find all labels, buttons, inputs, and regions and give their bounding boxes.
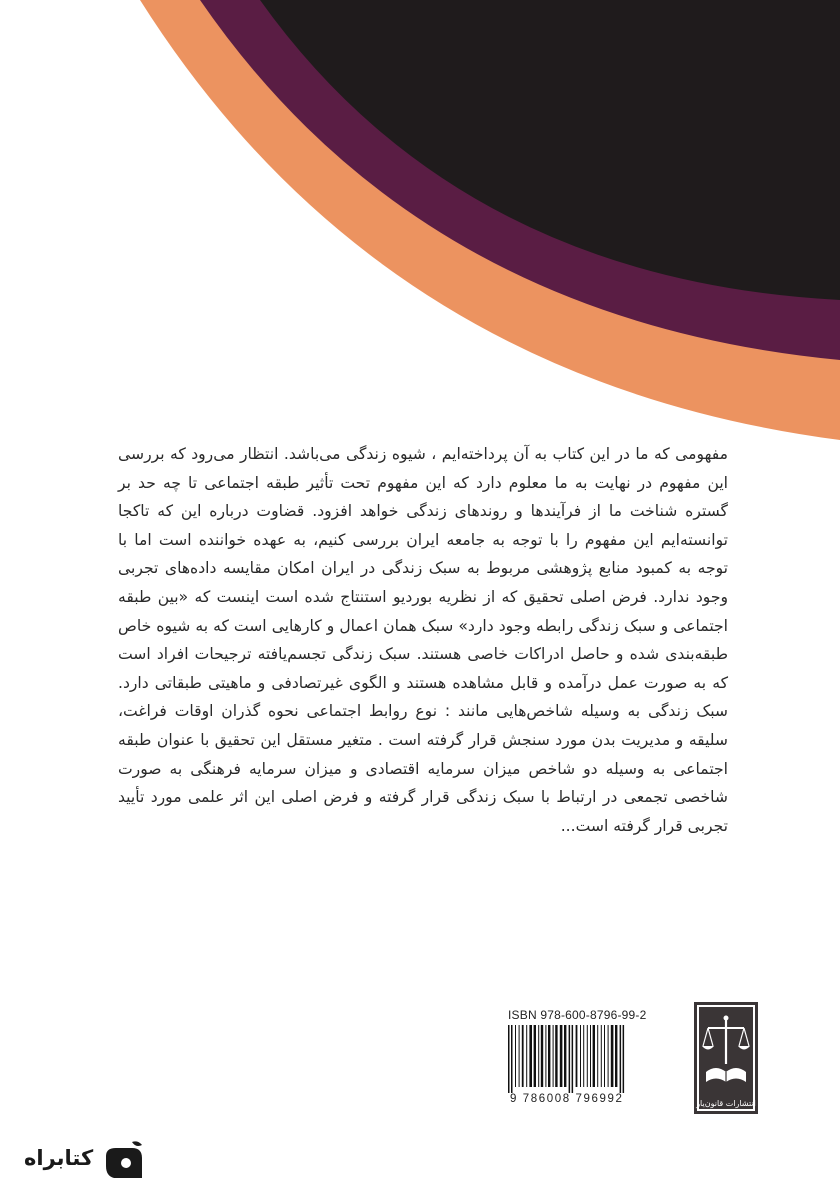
barcode-bar (623, 1025, 625, 1093)
barcode-bar (511, 1025, 513, 1093)
barcode-bar (604, 1025, 605, 1087)
barcode-bar (572, 1025, 574, 1093)
barcode-bar (583, 1025, 584, 1087)
barcode-bar (564, 1025, 566, 1087)
brand-name: کتابراه (24, 1146, 94, 1170)
barcode-bar (526, 1025, 527, 1087)
barcode-bar (601, 1025, 602, 1087)
barcode-block (502, 1005, 720, 1113)
isbn-label: ISBN 978-600-8796-99-2 (508, 1008, 647, 1022)
barcode-bar (508, 1025, 510, 1093)
barcode-bar (590, 1025, 591, 1087)
barcode-bar (560, 1025, 563, 1087)
barcode-bar (519, 1025, 520, 1087)
barcode-bar (555, 1025, 557, 1087)
scales-of-justice-icon (694, 1002, 758, 1114)
barcode-bar (615, 1025, 617, 1087)
barcode-bar (541, 1025, 543, 1087)
barcode (506, 1025, 696, 1093)
barcode-bar (545, 1025, 546, 1087)
barcode-bar (515, 1025, 516, 1087)
publisher-name: انتشارات قانون‌یار (696, 1099, 756, 1108)
barcode-bar (569, 1025, 571, 1093)
publisher-logo (694, 1002, 758, 1114)
barcode-bar (576, 1025, 578, 1087)
barcode-bar (548, 1025, 550, 1087)
back-cover-blurb (118, 440, 728, 840)
brand-watermark (24, 1138, 144, 1182)
isbn-digits: 9 786008 796992 (510, 1093, 624, 1105)
ketabrah-logo-icon (104, 1140, 146, 1180)
barcode-bar (534, 1025, 536, 1087)
barcode-bar (587, 1025, 588, 1087)
barcode-bar (597, 1025, 598, 1087)
barcode-bar (538, 1025, 539, 1087)
blurb-paragraph: مفهومی که ما در این کتاب به آن پرداخته‌ایم ، شیوه زندگی می‌باشد. انتظار می‌رود که بررسی این مفهوم در نهایت به ما معلوم دارد که این مفهوم تحت تأثیر طبقه اجتماعی تا چه حد بر گستره شناخت ما از فرآیندها و روندهای زندگی خواهد افزود. قضاوت درباره این که تاکجا توانسته‌ایم این مفهوم را با توجه به جامعه ایران بررسی کنیم، به عهده خواننده است اما با توجه به کمبود منابع پژوهشی مربوط به سبک زندگی در ایران امکان مقایسه داده‌های تجربی وجود ندارد. فرض اصلی تحقیق که از نظریه بوردیو استنتاج شده است اینست که «بین طبقه اجتماعی و سبک زندگی رابطه وجود دارد» سبک همان اعمال و کارهایی است که به شیوه خاص طبقه‌بندی شده و حاصل ادراکات خاصی هستند. سبک زندگی تجسم‌یافته ترجیحات افراد است که به صورت عمل درآمده و قابل مشاهده هستند و الگوی غیرتصادفی و ماهیتی طبقاتی دارد. سبک زندگی به وسیله شاخص‌هایی مانند : نوع روابط اجتماعی نحوه گذران اوقات فراغت، سلیقه و مدیریت بدن مورد سنجش قرار گرفته است . متغیر مستقل این تحقیق با عنوان طبقه اجتماعی به وسیله دو شاخص میزان سرمایه اقتصادی و میزان سرمایه فرهنگی به صورت شاخصی تجمعی در ارتباط با سبک زندگی قرار گرفته و فرض اصلی این اثر علمی مورد تأیید تجربی قرار گرفته است... (118, 445, 728, 835)
barcode-bar (529, 1025, 532, 1087)
barcode-bar (611, 1025, 614, 1087)
barcode-bar (593, 1025, 595, 1087)
barcode-bar (522, 1025, 524, 1087)
barcode-bar (553, 1025, 554, 1087)
barcode-bar (580, 1025, 581, 1087)
barcode-bar (620, 1025, 622, 1093)
barcode-bar (608, 1025, 609, 1087)
